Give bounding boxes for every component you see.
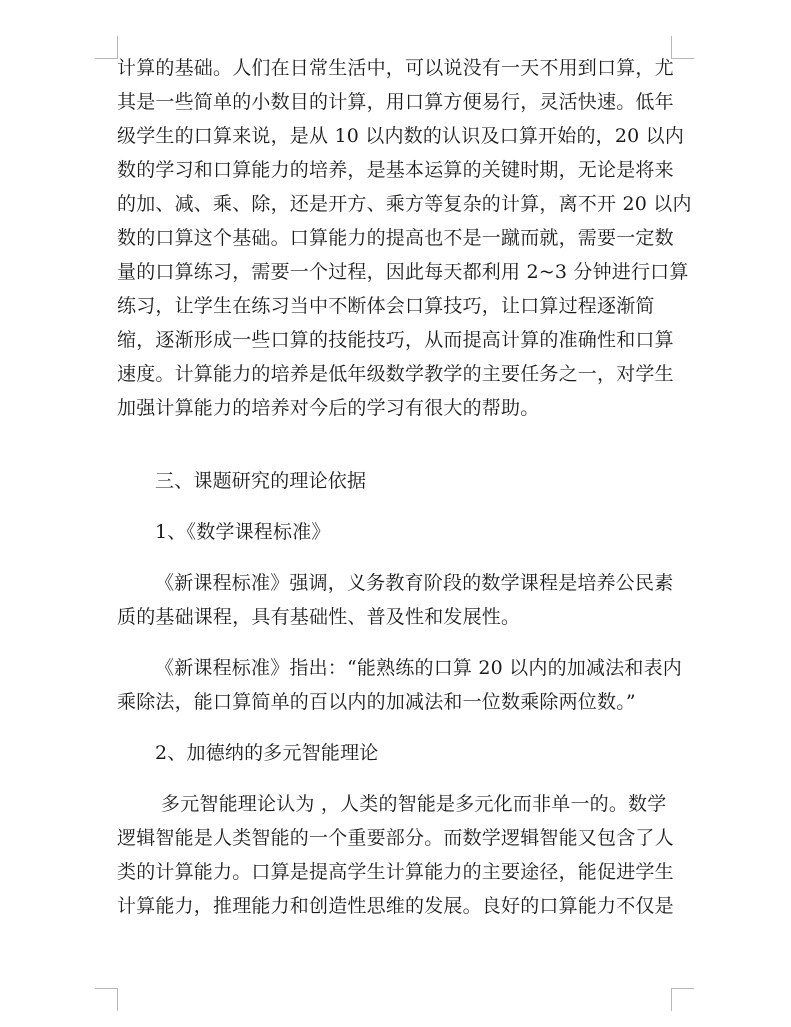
text-line: 速度。计算能力的培养是低年级数学教学的主要任务之一，对学生	[117, 363, 674, 385]
text-line: 数的学习和口算能力的培养，是基本运算的关键时期，无论是将来	[117, 159, 674, 181]
text-line: 加强计算能力的培养对今后的学习有很大的帮助。	[117, 397, 540, 419]
section-heading: 三、课题研究的理论依据	[155, 470, 367, 492]
text-line: 类的计算能力。口算是提高学生计算能力的主要途径，能促进学生	[117, 861, 674, 883]
text-line: 的加、减、乘、除，还是开方、乘方等复杂的计算，离不开 20 以内	[117, 193, 692, 215]
text-line: 数的口算这个基础。口算能力的提高也不是一蹴而就，需要一定数	[117, 227, 674, 249]
text-line: 级学生的口算来说，是从 10 以内数的认识及口算开始的，20 以内	[117, 125, 685, 147]
text-line: 质的基础课程，具有基础性、普及性和发展性。	[117, 606, 521, 628]
text-line: 《新课程标准》指出：“能熟练的口算 20 以内的加减法和表内	[155, 657, 682, 679]
crop-mark-bottom-right	[671, 988, 694, 1011]
crop-mark-bottom-left	[95, 988, 118, 1011]
text-line: 计算的基础。人们在日常生活中，可以说没有一天不用到口算，尤	[117, 57, 674, 79]
text-line: 乘除法，能口算简单的百以内的加减法和一位数乘除两位数。”	[117, 691, 636, 713]
text-line: 逻辑智能是人类智能的一个重要部分。而数学逻辑智能又包含了人	[117, 827, 674, 849]
text-line: 《新课程标准》强调，义务教育阶段的数学课程是培养公民素	[155, 572, 674, 594]
text-line: 量的口算练习，需要一个过程，因此每天都利用 2~3 分钟进行口算	[117, 261, 689, 283]
text-line: 练习，让学生在练习当中不断体会口算技巧，让口算过程逐渐简	[117, 295, 655, 317]
text-line: 其是一些简单的小数目的计算，用口算方便易行，灵活快速。低年	[117, 91, 674, 113]
subsection-heading: 2、加德纳的多元智能理论	[155, 742, 379, 764]
crop-mark-top-left	[95, 36, 118, 59]
text-line: 计算能力，推理能力和创造性思维的发展。良好的口算能力不仅是	[117, 895, 674, 917]
crop-mark-top-right	[671, 36, 694, 59]
subsection-heading: 1、《数学课程标准》	[155, 521, 331, 543]
text-line: 缩，逐渐形成一些口算的技能技巧，从而提高计算的准确性和口算	[117, 329, 674, 351]
text-line: 多元智能理论认为 ，人类的智能是多元化而非单一的。数学	[161, 793, 667, 815]
